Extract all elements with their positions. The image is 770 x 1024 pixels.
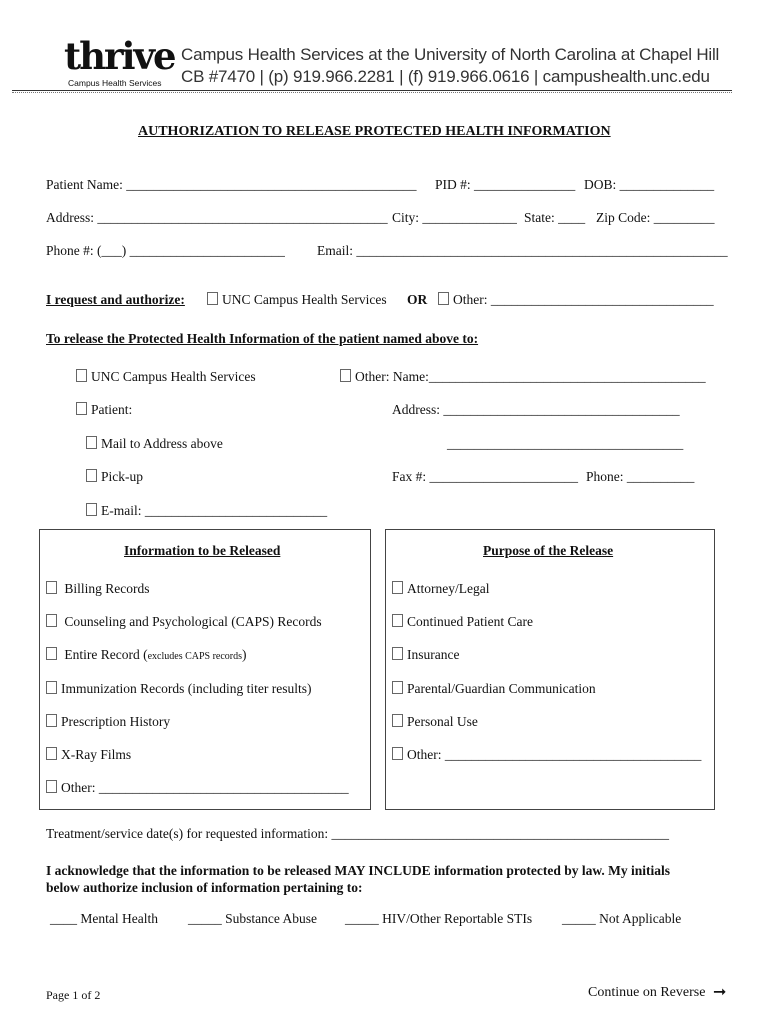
initials-mental-health[interactable]: ____ Mental Health	[50, 911, 158, 926]
checkbox-icon[interactable]	[86, 436, 97, 449]
initials-not-applicable[interactable]: _____ Not Applicable	[562, 911, 682, 926]
release-fax-field[interactable]: Fax #: ______________________	[392, 469, 579, 484]
acknowledge-line-2: below authorize inclusion of information pertaining to:	[46, 880, 363, 895]
checkbox-icon[interactable]	[392, 747, 403, 760]
checkbox-icon[interactable]	[340, 369, 351, 382]
arrow-right-icon: ➞	[713, 982, 727, 1001]
info-item-label: Entire Record (	[64, 647, 148, 662]
release-other-label: Other: Name:_________________________________________	[355, 369, 706, 384]
request-other-label: Other: _________________________________	[453, 292, 714, 307]
purpose-item-label: Continued Patient Care	[407, 614, 533, 629]
info-xray-option[interactable]	[46, 747, 131, 763]
release-unc-option[interactable]	[76, 369, 256, 385]
logo-subtitle: Campus Health Services	[68, 78, 162, 88]
release-to-heading: To release the Protected Health Information of the patient named above to:	[46, 331, 479, 346]
continue-reverse: Continue on Reverse	[588, 985, 706, 1000]
information-heading: Information to be Released	[124, 543, 281, 558]
info-entire-note: excludes CAPS records	[147, 651, 243, 662]
checkbox-icon[interactable]	[392, 681, 403, 694]
release-email-label: E-mail: ___________________________	[101, 503, 328, 518]
purpose-other-option[interactable]	[392, 747, 701, 763]
checkbox-icon[interactable]	[392, 714, 403, 727]
checkbox-icon[interactable]	[46, 681, 57, 694]
city-field[interactable]: City: ______________	[392, 210, 517, 225]
purpose-personal-option[interactable]	[392, 714, 478, 730]
purpose-item-label: Attorney/Legal	[407, 581, 490, 596]
info-item-label: X-Ray Films	[61, 747, 132, 762]
request-label: I request and authorize:	[46, 292, 185, 307]
patient-name-field[interactable]: Patient Name: ___________________________________________	[46, 177, 417, 192]
phone-field[interactable]: Phone #: (___) _______________________	[46, 243, 285, 258]
checkbox-icon[interactable]	[392, 647, 403, 660]
purpose-attorney-option[interactable]	[392, 581, 489, 597]
checkbox-icon[interactable]	[76, 402, 87, 415]
release-mail-label: Mail to Address above	[101, 436, 223, 451]
header-line-2: CB #7470 | (p) 919.966.2281 | (f) 919.966.0616 | campushealth.unc.edu	[181, 67, 710, 86]
state-field[interactable]: State: ____	[524, 210, 586, 225]
checkbox-icon[interactable]	[86, 469, 97, 482]
initials-substance-abuse[interactable]: _____ Substance Abuse	[188, 911, 317, 926]
dob-field[interactable]: DOB: ______________	[584, 177, 715, 192]
treatment-dates-field[interactable]: Treatment/service date(s) for requested information: __________________________________________________	[46, 826, 670, 841]
checkbox-icon[interactable]	[46, 647, 57, 660]
purpose-care-option[interactable]	[392, 614, 533, 630]
address-field[interactable]: Address: ___________________________________________	[46, 210, 388, 225]
email-field[interactable]: Email: _______________________________________________________	[317, 243, 728, 258]
release-other-option[interactable]	[340, 369, 706, 385]
purpose-item-label: Other: ______________________________________	[407, 747, 702, 762]
zip-field[interactable]: Zip Code: _________	[596, 210, 715, 225]
info-item-label: Other: _____________________________________	[61, 780, 349, 795]
request-or: OR	[407, 292, 428, 307]
checkbox-icon[interactable]	[46, 581, 57, 594]
header-rule	[12, 90, 732, 93]
release-mail-option[interactable]	[86, 436, 223, 452]
info-caps-option[interactable]	[46, 614, 322, 630]
info-item-label: Counseling and Psychological (CAPS) Records	[64, 614, 322, 629]
information-box	[39, 529, 371, 810]
info-item-label: Immunization Records (including titer results)	[61, 681, 312, 696]
purpose-heading: Purpose of the Release	[483, 543, 614, 558]
info-billing-option[interactable]	[46, 581, 150, 597]
request-other-option[interactable]	[438, 292, 714, 308]
release-patient-option[interactable]	[76, 402, 132, 418]
checkbox-icon[interactable]	[392, 581, 403, 594]
initials-hiv-stis[interactable]: _____ HIV/Other Reportable STIs	[345, 911, 533, 926]
info-item-label: Prescription History	[61, 714, 171, 729]
pid-field[interactable]: PID #: _______________	[435, 177, 576, 192]
release-phone-field[interactable]: Phone: __________	[586, 469, 695, 484]
release-patient-label: Patient:	[91, 402, 133, 417]
checkbox-icon[interactable]	[46, 780, 57, 793]
release-address-field[interactable]: Address: ___________________________________	[392, 402, 680, 417]
purpose-box	[385, 529, 715, 810]
purpose-insurance-option[interactable]	[392, 647, 459, 663]
request-unc-option[interactable]	[207, 292, 387, 308]
checkbox-icon[interactable]	[46, 747, 57, 760]
info-entire-close: )	[242, 647, 247, 662]
header-line-1: Campus Health Services at the University of North Carolina at Chapel Hill	[181, 45, 720, 64]
checkbox-icon[interactable]	[46, 714, 57, 727]
form-title: AUTHORIZATION TO RELEASE PROTECTED HEALTH INFORMATION	[138, 124, 611, 139]
info-entire-option[interactable]	[46, 647, 247, 663]
page-number: Page 1 of 2	[46, 988, 101, 1002]
acknowledge-line-1: I acknowledge that the information to be released MAY INCLUDE information protected by law. My initials	[46, 863, 670, 878]
purpose-parental-option[interactable]	[392, 681, 596, 697]
info-item-label: Billing Records	[64, 581, 150, 596]
checkbox-icon[interactable]	[86, 503, 97, 516]
release-pickup-label: Pick-up	[101, 469, 143, 484]
checkbox-icon[interactable]	[207, 292, 218, 305]
info-immunization-option[interactable]	[46, 681, 311, 697]
info-other-option[interactable]	[46, 780, 349, 796]
checkbox-icon[interactable]	[438, 292, 449, 305]
request-unc-label: UNC Campus Health Services	[222, 292, 387, 307]
purpose-item-label: Personal Use	[407, 714, 478, 729]
info-prescription-option[interactable]	[46, 714, 170, 730]
checkbox-icon[interactable]	[76, 369, 87, 382]
checkbox-icon[interactable]	[46, 614, 57, 627]
purpose-item-label: Insurance	[407, 647, 460, 662]
release-email-option[interactable]	[86, 503, 327, 519]
logo: thrive	[64, 34, 175, 78]
release-unc-label: UNC Campus Health Services	[91, 369, 256, 384]
checkbox-icon[interactable]	[392, 614, 403, 627]
release-address-line-2[interactable]: ___________________________________	[447, 436, 684, 451]
purpose-item-label: Parental/Guardian Communication	[407, 681, 596, 696]
release-pickup-option[interactable]	[86, 469, 143, 485]
